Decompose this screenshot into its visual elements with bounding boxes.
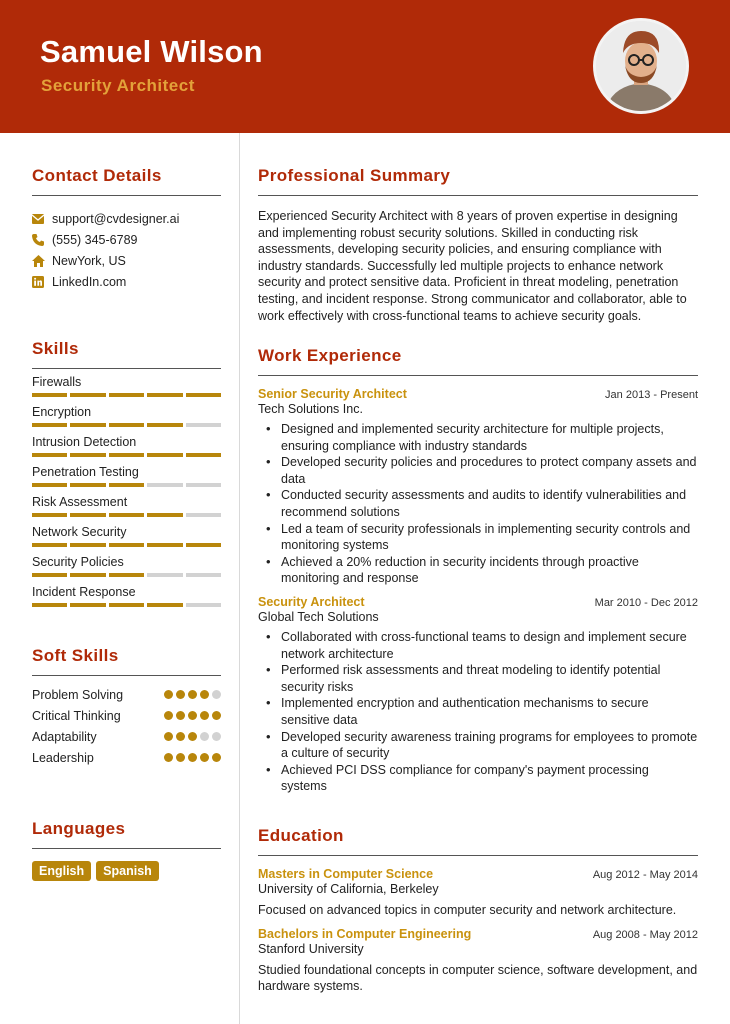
contact-phone [32,229,221,250]
contact-location-text: NewYork, US [52,253,126,268]
section-rule [258,195,698,196]
skill-level-segment [186,393,221,397]
section-rule [32,368,221,369]
soft-skill-item [32,684,221,705]
skill-level-segment [32,543,67,547]
skill-name: Security Policies [32,555,124,569]
rating-dot [176,690,185,699]
contact-section [32,166,221,292]
soft-skill-rating [164,711,221,720]
experience-section-title: Work Experience [258,346,402,365]
section-rule [258,375,698,376]
skill-level-segment [70,483,105,487]
rating-dot [176,711,185,720]
skill-level-segment [186,543,221,547]
section-rule [32,848,221,849]
job-company: Global Tech Solutions [258,609,379,624]
skill-item [32,374,221,397]
rating-dot [212,690,221,699]
skill-level-segment [109,573,144,577]
rating-dot [176,753,185,762]
skill-level-segment [147,423,182,427]
language-pill: English [32,861,91,881]
soft-skill-rating [164,753,221,762]
skill-level-segment [70,573,105,577]
skill-item [32,404,221,427]
job-bullet: • Collaborated with cross-functional teams to design and implement secure network architecture [258,629,698,662]
skill-level-segment [186,483,221,487]
rating-dot [164,711,173,720]
skill-level-segment [109,393,144,397]
rating-dot [164,732,173,741]
soft-skill-item [32,705,221,726]
soft-skill-name: Leadership [32,750,94,765]
job-bullets [258,629,698,795]
skill-name: Network Security [32,525,127,539]
contact-email [32,208,221,229]
skill-item [32,584,221,607]
skill-item [32,464,221,487]
skill-level-segment [70,453,105,457]
skill-level-bar [32,603,221,607]
soft-skill-name: Adaptability [32,729,97,744]
skill-item [32,554,221,577]
rating-dot [164,690,173,699]
job-bullet: • Achieved PCI DSS compliance for company's payment processing systems [258,762,698,795]
soft-skill-rating [164,732,221,741]
education-entry [258,927,698,995]
rating-dot [188,753,197,762]
skill-level-segment [147,483,182,487]
skill-level-bar [32,483,221,487]
rating-dot [188,732,197,741]
home-icon [32,255,52,267]
skill-level-segment [32,423,67,427]
section-rule [258,855,698,856]
education-description: Studied foundational concepts in computer science, software development, and hardware systems. [258,962,698,994]
contact-phone-text: (555) 345-6789 [52,232,138,247]
profile-photo-illustration [596,21,686,111]
rating-dot [212,753,221,762]
skill-level-segment [32,573,67,577]
job-entry [258,387,698,587]
column-divider [239,133,240,1024]
experience-section [258,346,698,795]
education-section-title: Education [258,826,344,845]
school-name: University of California, Berkeley [258,882,439,896]
section-rule [32,195,221,196]
resume-header [0,0,730,133]
skill-level-segment [70,513,105,517]
education-date: Aug 2012 - May 2014 [592,869,698,881]
skill-name: Risk Assessment [32,495,128,509]
soft-skills-list [32,684,221,768]
skill-name: Firewalls [32,375,82,389]
skill-level-bar [32,513,221,517]
skill-level-segment [109,423,144,427]
skill-level-segment [70,603,105,607]
job-title: Senior Security Architect [258,387,407,401]
summary-section-title: Professional Summary [258,166,451,185]
skill-level-segment [147,603,182,607]
skill-level-segment [32,453,67,457]
degree-title: Masters in Computer Science [258,867,434,881]
languages-section-title: Languages [32,819,126,838]
language-pill: Spanish [96,861,159,881]
mail-icon [32,214,52,224]
skill-level-segment [109,513,144,517]
skill-level-segment [186,453,221,457]
skill-level-segment [147,543,182,547]
skill-item [32,494,221,517]
rating-dot [200,711,209,720]
job-company: Tech Solutions Inc. [258,402,363,416]
skill-level-segment [70,393,105,397]
skill-level-bar [32,573,221,577]
rating-dot [188,690,197,699]
job-bullet: • Implemented encryption and authentication mechanisms to secure sensitive data [258,695,698,728]
skills-section-title: Skills [32,339,79,358]
job-title: Security Architect [258,594,365,609]
degree-title: Bachelors in Computer Engineering [258,926,472,941]
skill-level-segment [186,603,221,607]
skill-level-segment [147,393,182,397]
profile-photo [593,18,689,114]
soft-skill-rating [164,690,221,699]
linkedin-icon [32,276,52,288]
languages-list [32,861,221,881]
skill-level-bar [32,543,221,547]
soft-skill-name: Problem Solving [32,687,124,702]
job-bullet: • Led a team of security professionals in implementing security controls and monitoring systems [258,521,698,554]
job-date: Jan 2013 - Present [605,389,698,401]
soft-skill-item [32,726,221,747]
section-rule [32,675,221,676]
education-section [258,826,698,995]
skill-name: Penetration Testing [32,465,139,479]
skills-list [32,374,221,607]
skill-level-segment [147,453,182,457]
skills-section [32,339,221,607]
skill-name: Incident Response [32,585,136,599]
education-description: Focused on advanced topics in computer security and network architecture. [258,903,677,917]
soft-skill-name: Critical Thinking [32,708,121,723]
summary-text: Experienced Security Architect with 8 years of proven expertise in designing and implementing robust security solutions. Skilled in conducting risk assessments, developing security policies, and ensuring compliance with industry standards. Successfully led multiple projects to enhance network security and protect sensitive data. Proficient in threat modeling, penetration testing, and incident response. Strong communicator and collaborator, able to work effectively with cross-functional teams to achieve security goals. [258,209,687,323]
skill-level-segment [186,423,221,427]
education-date: Aug 2008 - May 2012 [592,928,698,941]
contact-linkedin [32,271,221,292]
education-entry [258,867,698,919]
skill-level-segment [32,393,67,397]
school-name: Stanford University [258,941,364,956]
skill-item [32,524,221,547]
skill-level-segment [32,513,67,517]
skill-level-segment [186,573,221,577]
contact-linkedin-text[interactable]: LinkedIn.com [52,274,127,289]
skill-item [32,434,221,457]
candidate-role: Security Architect [41,76,195,95]
candidate-name: Samuel Wilson [40,34,263,69]
skill-level-bar [32,453,221,457]
job-entry [258,595,698,795]
rating-dot [200,732,209,741]
skill-level-bar [32,393,221,397]
job-bullet: • Achieved a 20% reduction in security incidents through proactive monitoring and response [258,554,698,587]
job-date: Mar 2010 - Dec 2012 [594,596,698,609]
skill-level-segment [109,453,144,457]
soft-skills-section [32,646,221,768]
skill-level-segment [109,543,144,547]
rating-dot [200,690,209,699]
rating-dot [188,711,197,720]
job-bullet: • Performed risk assessments and threat modeling to identify potential security risks [258,662,698,695]
summary-section [258,166,698,324]
skill-level-bar [32,423,221,427]
skill-level-segment [147,513,182,517]
skill-name: Encryption [32,405,92,419]
soft-skill-item [32,747,221,768]
skill-level-segment [32,603,67,607]
contact-section-title: Contact Details [32,166,162,185]
skill-level-segment [70,543,105,547]
job-bullet: • Developed security policies and procedures to protect company assets and data [258,454,698,487]
contact-email-text: support@cvdesigner.ai [52,211,180,226]
languages-section [32,819,221,881]
skill-level-segment [147,573,182,577]
job-bullet: • Developed security awareness training programs for employees to promote a culture of security [258,729,698,762]
skill-level-segment [109,483,144,487]
skill-level-segment [186,513,221,517]
rating-dot [200,753,209,762]
skill-level-segment [109,603,144,607]
skill-name: Intrusion Detection [32,435,137,449]
soft-skills-section-title: Soft Skills [32,646,119,665]
job-bullet: • Conducted security assessments and audits to identify vulnerabilities and recommend solutions [258,487,698,520]
skill-level-segment [70,423,105,427]
skill-level-segment [32,483,67,487]
contact-location [32,250,221,271]
rating-dot [212,732,221,741]
phone-icon [32,234,52,246]
rating-dot [176,732,185,741]
rating-dot [212,711,221,720]
rating-dot [164,753,173,762]
job-bullet: • Designed and implemented security architecture for multiple projects, ensuring compliance with industry standards [258,421,698,454]
job-bullets [258,421,698,587]
